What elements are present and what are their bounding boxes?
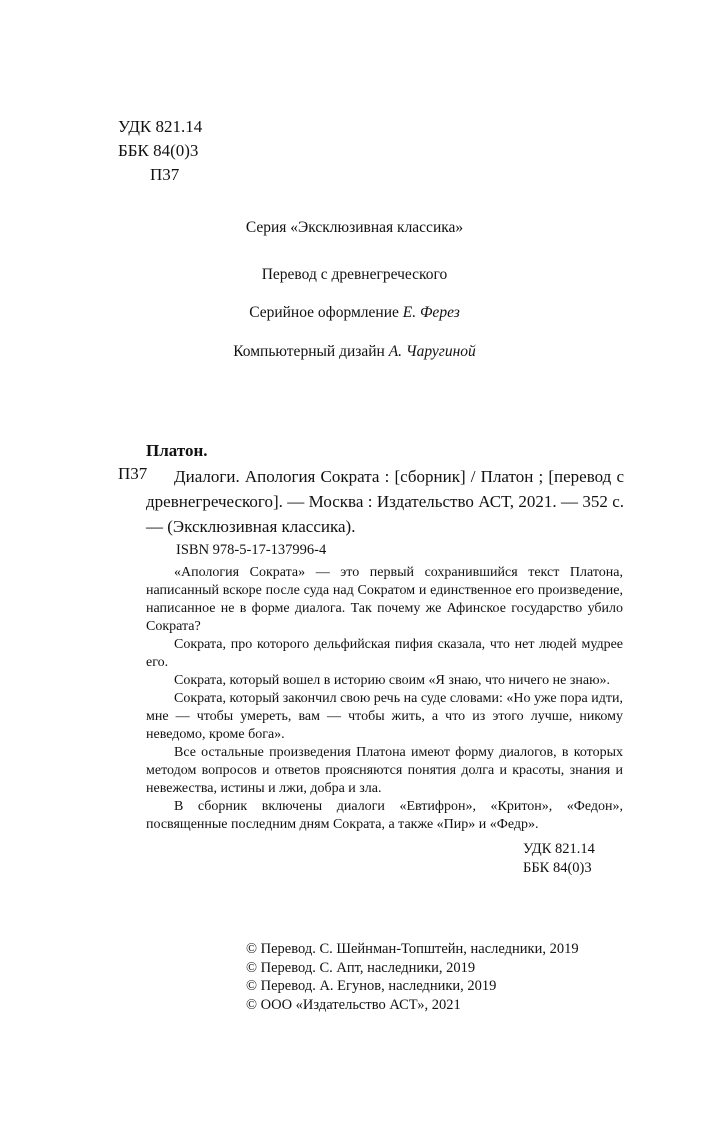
series-line: Серия «Эксклюзивная классика» — [245, 219, 464, 236]
author-mark: П37 — [150, 165, 180, 184]
isbn: ISBN 978-5-17-137996-4 — [176, 542, 327, 558]
annotation-paragraph: «Апология Сократа» — это первый сохранившийся текст Платона, написанный вскоре после суда над Сократом и единственное его произведение, написанное не в форме диалога. Так почему же Афинское государство убило Сократа? — [146, 565, 623, 634]
copyright-line: © ООО «Издательство АСТ», 2021 — [246, 996, 461, 1013]
computer-design-name: А. Чаругиной — [388, 343, 476, 360]
classification-bottom — [523, 840, 595, 878]
copyright-block — [246, 940, 579, 1014]
record-description — [146, 464, 624, 539]
record-description-text: Диалоги. Апология Сократа : [сборник] / Платон ; [перевод с древнегреческого]. — Москва : Издательство АСТ, 2021. — 352 с. — (Эксклюзивная классика). — [146, 467, 624, 536]
annotation-paragraph: Сократа, про которого дельфийская пифия сказала, что нет людей мудрее его. — [146, 637, 623, 670]
series-design-line — [0, 304, 709, 322]
annotation-paragraph: Все остальные произведения Платона имеют форму диалогов, в которых методом вопросов и ответов проясняются понятия долга и красоты, знания и невежества, истины и лжи, добра и зла. — [146, 745, 623, 796]
record-author: Платон. — [146, 441, 208, 460]
annotation-paragraph: Сократа, который закончил свою речь на суде словами: «Но уже пора идти, мне — чтобы умереть, вам — чтобы жить, а что из этого лучше, никому неведомо, кроме бога». — [146, 691, 623, 742]
udk-code: УДК 821.14 — [118, 117, 203, 136]
series-design-label: Серийное оформление — [249, 304, 403, 321]
bbk-code-bottom: ББК 84(0)3 — [523, 860, 592, 876]
translation-line: Перевод с древнегреческого — [261, 266, 448, 283]
record-code: П37 — [118, 464, 148, 483]
annotation-paragraph: Сократа, который вошел в историю своим «Я знаю, что ничего не знаю». — [174, 673, 611, 688]
computer-design-label: Компьютерный дизайн — [233, 343, 389, 360]
computer-design-line — [0, 343, 709, 361]
udk-code-bottom: УДК 821.14 — [523, 841, 595, 857]
annotation — [146, 564, 623, 834]
annotation-paragraph: В сборник включены диалоги «Евтифрон», «Критон», «Федон», посвященные последним дням Сократа, а также «Пир» и «Федр». — [146, 799, 623, 832]
copyright-line: © Перевод. А. Егунов, наследники, 2019 — [246, 978, 497, 994]
copyright-line: © Перевод. С. Шейнман-Топштейн, наследники, 2019 — [246, 941, 579, 957]
bbk-code: ББК 84(0)3 — [118, 141, 199, 160]
copyright-line: © Перевод. С. Апт, наследники, 2019 — [246, 959, 476, 976]
series-design-name: Е. Ферез — [402, 304, 460, 321]
